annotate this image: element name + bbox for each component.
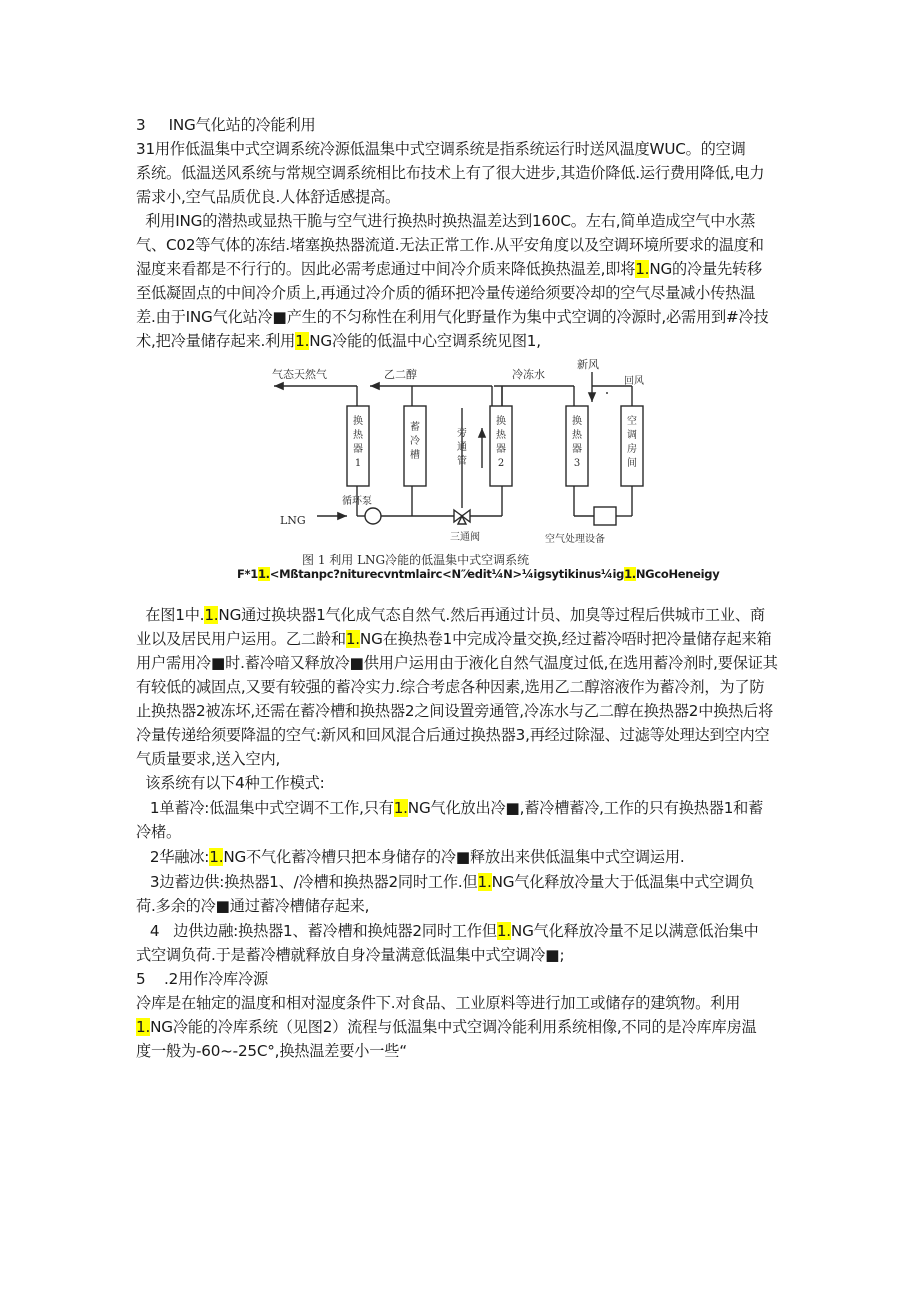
text-line [136, 796, 763, 820]
air-handling-unit [594, 507, 616, 525]
label-hx2: 换热器 2 [496, 416, 506, 469]
highlighted-text: 1. [345, 630, 360, 648]
figure-caption-english [237, 566, 719, 582]
highlighted-text: 1. [477, 873, 492, 891]
text-run: 气质量要求,送入空内, [136, 750, 281, 768]
text-line [136, 894, 369, 918]
text-line [136, 845, 685, 869]
label-room: 空调房间 [627, 416, 637, 469]
text-run: NG冷能的冷库系统（见图2）流程与低温集中式空调冷能利用系统相像,不同的是冷库库房温 [150, 1018, 757, 1036]
text-run: 在图1中. [136, 606, 205, 624]
text-run: F*1 [237, 567, 258, 581]
text-run: 冷楮。 [136, 823, 181, 841]
text-line [136, 185, 400, 209]
text-run: 冷库是在轴定的温度和相对湿度条件下.对食品、工业原料等进行加工或储存的建筑物。利用 [136, 994, 741, 1012]
text-run: 至低凝固点的中间冷介质上,再通过冷介质的循环把冷量传递给须要冷却的空气尽量减小传热温 [136, 284, 756, 302]
highlighted-text: 1. [136, 1018, 151, 1036]
text-line [136, 967, 268, 991]
highlighted-text: 1. [496, 922, 511, 940]
text-line [136, 771, 325, 795]
system-diagram [262, 358, 644, 572]
highlighted-text: 1. [624, 567, 636, 581]
text-line [136, 723, 770, 747]
text-line [136, 675, 764, 699]
text-run: 该系统有以下4种工作模式: [136, 774, 325, 792]
text-run: 1单蓄冷:低温集中式空调不工作,只有 [136, 799, 394, 817]
label-hx3: 换热器 3 [572, 416, 582, 469]
text-line [136, 627, 771, 651]
label-natural-gas: 气态天然气 [272, 368, 327, 381]
text-line [136, 329, 541, 353]
text-line [136, 943, 564, 967]
text-line [136, 603, 765, 627]
text-line [136, 747, 280, 771]
text-line [136, 161, 764, 185]
text-run: 2华融冰: [136, 848, 210, 866]
text-line [136, 820, 181, 844]
text-run: 业以及居民用户运用。乙二龄和 [136, 630, 346, 648]
text-run: NGcoHeneigy [635, 567, 720, 581]
label-storage-tank: 蓄冷槽 [410, 422, 420, 461]
label-air-handler: 空气处理设备 [545, 534, 605, 545]
text-run: 荷.多余的冷■通过蓄冷槽储存起来, [136, 897, 370, 915]
text-run: 31用作低温集中式空调系统冷源低温集中式空调系统是指系统运行时送风温度WUC。的空调 [136, 140, 746, 158]
label-chilled-water: 冷冻水 [512, 368, 545, 381]
text-line [136, 991, 740, 1015]
text-run: 止换热器2被冻坏,还需在蓄冷槽和换热器2之间设置旁通管,冷冻水与乙二醇在换热器2中换热后将 [136, 702, 774, 720]
text-line [136, 1015, 756, 1039]
text-run: NG冷能的低温中心空调系统见图1, [309, 332, 541, 350]
text-line [136, 651, 778, 675]
text-line [136, 281, 755, 305]
circulation-pump-icon [365, 508, 381, 524]
text-run: 术,把冷量储存起来.利用 [136, 332, 296, 350]
text-run: <Mßtanpc?niturecvntmlairc<N″⁄edit¼N>¼igsytikinus¼ig [269, 567, 625, 581]
label-valve: 三通阀 [450, 532, 480, 543]
text-line [136, 305, 768, 329]
text-run: 需求小,空气品质优良.人体舒适感提高。 [136, 188, 401, 206]
text-run: NG气化放出冷■,蓄冷槽蓄冷,工作的只有换热器1和蓄 [407, 799, 764, 817]
text-run: 气、C02等气体的冻结.堵塞换热器流道.无法正常工作.从平安角度以及空调环境所要求的温度和 [136, 236, 764, 254]
text-run: 3边蓄边供:换热器1、/冷槽和换热器2同时工作.但 [136, 873, 478, 891]
text-line [136, 919, 758, 943]
text-run: 湿度来看都是不行行的。因此必需考虑通过中间冷介质来降低换热温差,即将 [136, 260, 636, 278]
highlighted-text: 1. [393, 799, 408, 817]
text-run: 3 ING气化站的冷能利用 [136, 116, 316, 134]
text-run: NG不气化蓄冷槽只把本身储存的冷■释放出来供低温集中式空调运用. [223, 848, 685, 866]
figure-1-diagram [262, 358, 644, 572]
highlighted-text: 1. [295, 332, 310, 350]
text-run: 用户需用冷■时.蓄冷喑又释放冷■供用户运用由于液化自然气温度过低,在选用蓄冷剂时,要保证其 [136, 654, 778, 672]
text-line [136, 1039, 407, 1063]
text-line [136, 113, 316, 137]
text-run: 式空调负荷.于是蓄冷槽就释放自身冷量满意低温集中式空调冷■; [136, 946, 565, 964]
highlighted-text: 1. [257, 567, 270, 581]
text-run: 利用ING的潜热或显热干脆与空气进行换热时换热温差达到160C。左右,简单造成空气中水蒸 [136, 212, 756, 230]
highlighted-text: 1. [209, 848, 224, 866]
figure-caption: 图 1 利用 LNG冷能的低温集中式空调系统 [302, 553, 530, 567]
text-run: 4 边供边融:换热器1、蓄冷槽和换炖器2同时工作但 [136, 922, 497, 940]
label-fresh-air: 新风 [577, 358, 599, 371]
text-run: 差.由于ING气化站冷■产生的不匀称性在利用气化野量作为集中式空调的冷源时,必需用到#冷技 [136, 308, 769, 326]
text-run: 5 .2用作冷库冷源 [136, 970, 268, 988]
label-pump: 循环泵 [342, 496, 372, 507]
highlighted-text: 1. [204, 606, 219, 624]
highlighted-text: 1. [635, 260, 650, 278]
text-run: 有较低的减固点,又要有较强的蓄冷实力.综合考虑各种因素,选用乙二醇溶液作为蓄冷剂，为了防 [136, 678, 765, 696]
text-line [136, 233, 764, 257]
label-glycol: 乙二醇 [384, 368, 417, 381]
text-run: 冷量传递给须要降温的空气:新风和回风混合后通过换热器3,再经过除湿、过滤等处理达到空内空 [136, 726, 770, 744]
text-line [136, 257, 762, 281]
label-hx1: 换热器 1 [353, 416, 363, 469]
text-run: NG通过换块器1气化成气态自然气.然后再通过计员、加臭等过程后供城市工业、商 [218, 606, 765, 624]
text-run: 系统。低温送风系统与常规空调系统相比布技术上有了很大进步,其造价降低.运行费用降低,电力 [136, 164, 765, 182]
text-run: NG在换热卷1中完成冷量交换,经过蓄冷唔时把冷量储存起来箱 [359, 630, 772, 648]
text-line [136, 137, 746, 161]
text-run: NG气化释放冷量大于低温集中式空调负 [491, 873, 755, 891]
text-line [136, 209, 755, 233]
text-line [136, 699, 773, 723]
label-lng: LNG [280, 514, 306, 527]
text-run: NG的冷量先转移 [649, 260, 762, 278]
label-return-air: 回风 [624, 376, 644, 387]
text-run: NG气化释放冷量不足以满意低治集中 [510, 922, 759, 940]
label-bypass: 旁通管 [457, 428, 467, 467]
text-line [136, 870, 754, 894]
text-run: 度一般为-60~-25C°,换热温差要小一些“ [136, 1042, 407, 1060]
